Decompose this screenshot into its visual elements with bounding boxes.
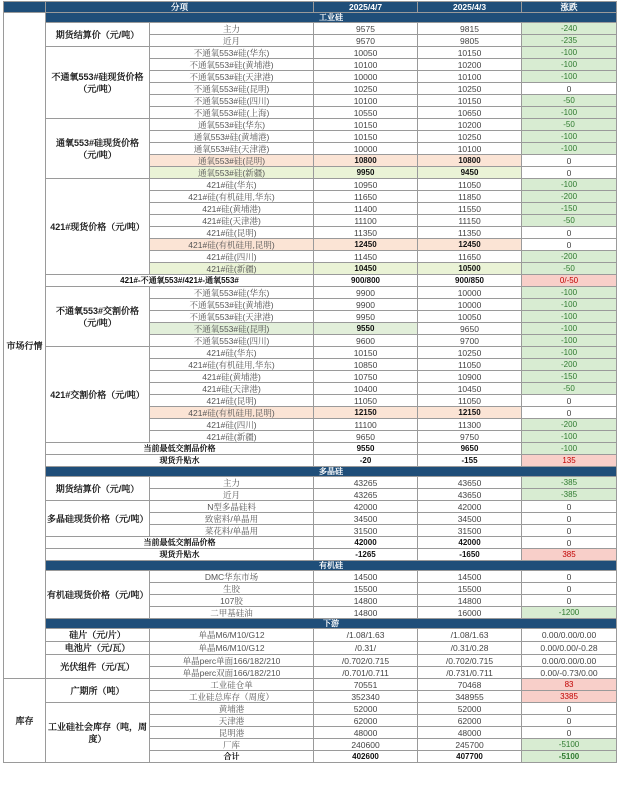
row-label: 菜花料/单晶用 xyxy=(150,525,314,537)
cell: 10550 xyxy=(314,107,418,119)
group-module: 光伏组件（元/瓦） xyxy=(46,655,150,679)
cell: 9700 xyxy=(418,335,522,347)
cell: 31500 xyxy=(418,525,522,537)
cell: 15500 xyxy=(314,583,418,595)
cell: 70468 xyxy=(418,679,522,691)
cell: 12450 xyxy=(314,239,418,251)
row-label: 不通氧553#硅(昆明) xyxy=(150,323,314,335)
row-label: 单晶perc双面166/182/210 xyxy=(150,667,314,679)
cell: 14800 xyxy=(314,607,418,619)
row-label: 421#硅(天津港) xyxy=(150,383,314,395)
section-polysi: 多晶硅 xyxy=(46,467,617,477)
table-row xyxy=(4,47,617,59)
change-cell: -100 xyxy=(522,299,617,311)
row-label: 不通氧553#硅(上海) xyxy=(150,107,314,119)
cell: 34500 xyxy=(314,513,418,525)
cell: 10900 xyxy=(418,371,522,383)
row-label: 421#硅(有机硅用,华东) xyxy=(150,191,314,203)
cell: 11350 xyxy=(418,227,522,239)
row-label: 421#硅(四川) xyxy=(150,419,314,431)
table-row xyxy=(4,275,617,287)
change-cell: 0.00/0.00/0.00 xyxy=(522,655,617,667)
section-industrial-si: 工业硅 xyxy=(46,13,617,23)
cell: 34500 xyxy=(418,513,522,525)
table-row xyxy=(4,629,617,642)
cell: 11300 xyxy=(418,419,522,431)
cell: 11650 xyxy=(418,251,522,263)
cell: 10250 xyxy=(418,347,522,359)
cell: /1.08/1.63 xyxy=(314,629,418,642)
cell: 240600 xyxy=(314,739,418,751)
change-cell: -100 xyxy=(522,71,617,83)
table-row xyxy=(4,23,617,35)
row-label: 421#硅(黄埔港) xyxy=(150,203,314,215)
section-downstream: 下游 xyxy=(46,619,617,629)
change-cell: -200 xyxy=(522,251,617,263)
header-blank xyxy=(4,2,46,13)
header-date-1: 2025/4/7 xyxy=(314,2,418,13)
cell: -1265 xyxy=(314,549,418,561)
cell: 16000 xyxy=(418,607,522,619)
cell: 10100 xyxy=(418,71,522,83)
header-date-2: 2025/4/3 xyxy=(418,2,522,13)
row-label: 厂库 xyxy=(150,739,314,751)
cell: 10050 xyxy=(314,47,418,59)
row-label: 421#硅(有机硅用,华东) xyxy=(150,359,314,371)
cell: 62000 xyxy=(314,715,418,727)
group-social-inventory: 工业硅社会库存（吨，周度） xyxy=(46,703,150,763)
row-label: 单晶M6/M10/G12 xyxy=(150,629,314,642)
table-row xyxy=(4,571,617,583)
change-cell: -100 xyxy=(522,311,617,323)
group-n553-deliv: 不通氧553#交割价格（元/吨） xyxy=(46,287,150,347)
cell: /0.31/ xyxy=(314,642,418,655)
row-label: 天津港 xyxy=(150,715,314,727)
cell: 11150 xyxy=(418,215,522,227)
row-label: DMC华东市场 xyxy=(150,571,314,583)
cell: 10000 xyxy=(314,143,418,155)
row-label: 单晶M6/M10/G12 xyxy=(150,642,314,655)
change-cell: 0.00/0.00/-0.28 xyxy=(522,642,617,655)
row-label: 不通氧553#硅(黄埔港) xyxy=(150,299,314,311)
cell: 10950 xyxy=(314,179,418,191)
table-row xyxy=(4,455,617,467)
change-cell: 0 xyxy=(522,167,617,179)
cell: 10800 xyxy=(314,155,418,167)
cell: 10050 xyxy=(418,311,522,323)
cell: 11650 xyxy=(314,191,418,203)
group-poly-futures: 期货结算价（元/吨） xyxy=(46,477,150,501)
cell: 52000 xyxy=(314,703,418,715)
cell: 11400 xyxy=(314,203,418,215)
group-cell: 电池片（元/瓦） xyxy=(46,642,150,655)
row-label: 主力 xyxy=(150,23,314,35)
row-label: 工业硅总库存（周度） xyxy=(150,691,314,703)
change-cell: -150 xyxy=(522,371,617,383)
change-cell: 0 xyxy=(522,395,617,407)
change-cell: 0 xyxy=(522,583,617,595)
cell: 42000 xyxy=(418,501,522,513)
row-label: 421#硅(有机硅用,昆明) xyxy=(150,239,314,251)
cell: 9550 xyxy=(314,323,418,335)
row-label: 不通氧553#硅(四川) xyxy=(150,95,314,107)
cell: 9550 xyxy=(314,443,418,455)
cell: 10650 xyxy=(418,107,522,119)
cell: 10150 xyxy=(418,95,522,107)
row-label: 421#硅(华东) xyxy=(150,347,314,359)
row-label: 近月 xyxy=(150,35,314,47)
change-cell: 0.00/-0.73/0.00 xyxy=(522,667,617,679)
group-t553: 通氧553#硅现货价格（元/吨） xyxy=(46,119,150,179)
basis-label: 现货升贴水 xyxy=(46,455,314,467)
row-label: 黄埔港 xyxy=(150,703,314,715)
change-cell: -100 xyxy=(522,335,617,347)
cell: 12150 xyxy=(418,407,522,419)
row-label: 不通氧553#硅(天津港) xyxy=(150,71,314,83)
row-label: 通氧553#硅(黄埔港) xyxy=(150,131,314,143)
cell: 12450 xyxy=(418,239,522,251)
cell: 11050 xyxy=(418,359,522,371)
row-label: 107胶 xyxy=(150,595,314,607)
row-label: 421#硅(黄埔港) xyxy=(150,371,314,383)
cell: 11550 xyxy=(418,203,522,215)
change-cell: 0 xyxy=(522,715,617,727)
side-inventory: 库存 xyxy=(4,679,46,763)
row-label: 通氧553#硅(昆明) xyxy=(150,155,314,167)
change-cell: 0.00/0.00/0.00 xyxy=(522,629,617,642)
cell: 352340 xyxy=(314,691,418,703)
cell: 10000 xyxy=(418,287,522,299)
row-label: 不通氧553#硅(昆明) xyxy=(150,83,314,95)
cell: 11850 xyxy=(418,191,522,203)
change-cell: -50 xyxy=(522,119,617,131)
group-wafer: 硅片（元/片） xyxy=(46,629,150,642)
cell: 10150 xyxy=(314,347,418,359)
cell: 48000 xyxy=(314,727,418,739)
change-cell: -200 xyxy=(522,419,617,431)
cell: 10850 xyxy=(314,359,418,371)
change-cell: 0 xyxy=(522,227,617,239)
cell: 9575 xyxy=(314,23,418,35)
cell: 407700 xyxy=(418,751,522,763)
change-cell: 83 xyxy=(522,679,617,691)
change-cell: -200 xyxy=(522,191,617,203)
cell: 10250 xyxy=(314,83,418,95)
change-cell: -50 xyxy=(522,263,617,275)
cell: 9815 xyxy=(418,23,522,35)
table-row xyxy=(4,549,617,561)
cell: 14500 xyxy=(418,571,522,583)
cell: 9650 xyxy=(418,443,522,455)
table-row xyxy=(4,655,617,667)
table-row xyxy=(4,501,617,513)
cell: 10450 xyxy=(314,263,418,275)
cell: 10800 xyxy=(418,155,522,167)
cell: 9950 xyxy=(314,167,418,179)
cell: /0.31/0.28 xyxy=(418,642,522,655)
table-row xyxy=(4,537,617,549)
row-label: 421#硅(天津港) xyxy=(150,215,314,227)
change-cell: -100 xyxy=(522,431,617,443)
spread-label: 421#-不通氧553#/421#-通氧553# xyxy=(46,275,314,287)
cell: 15500 xyxy=(418,583,522,595)
cell: 9450 xyxy=(418,167,522,179)
table-row xyxy=(4,179,617,191)
table-row xyxy=(4,443,617,455)
cell: 402600 xyxy=(314,751,418,763)
cell: /0.701/0.711 xyxy=(314,667,418,679)
change-cell: -100 xyxy=(522,59,617,71)
price-table xyxy=(3,1,617,763)
row-label: 近月 xyxy=(150,489,314,501)
table-row xyxy=(4,703,617,715)
cell: 900/850 xyxy=(418,275,522,287)
cell: -155 xyxy=(418,455,522,467)
cell: 10200 xyxy=(418,119,522,131)
cell: 10100 xyxy=(418,143,522,155)
change-cell: 0 xyxy=(522,513,617,525)
table-header xyxy=(4,2,617,13)
row-label: 工业硅仓单 xyxy=(150,679,314,691)
cell: 10750 xyxy=(314,371,418,383)
change-cell: -100 xyxy=(522,47,617,59)
group-guangzhou: 广期所（吨） xyxy=(46,679,150,703)
change-cell: 385 xyxy=(522,549,617,561)
row-label: 不通氧553#硅(四川) xyxy=(150,335,314,347)
cell: /1.08/1.63 xyxy=(418,629,522,642)
change-cell: 0 xyxy=(522,703,617,715)
cell: 70551 xyxy=(314,679,418,691)
cell: 42000 xyxy=(314,537,418,549)
row-label: 421#硅(有机硅用,昆明) xyxy=(150,407,314,419)
group-futures: 期货结算价（元/吨） xyxy=(46,23,150,47)
cell: /0.731/0.711 xyxy=(418,667,522,679)
cell: /0.702/0.715 xyxy=(418,655,522,667)
cell: 10000 xyxy=(314,71,418,83)
table-row xyxy=(4,119,617,131)
header-category: 分项 xyxy=(46,2,314,13)
cell: -1650 xyxy=(418,549,522,561)
change-cell: -5100 xyxy=(522,751,617,763)
row-label: 合计 xyxy=(150,751,314,763)
cell: 42000 xyxy=(418,537,522,549)
cell: 10200 xyxy=(418,59,522,71)
cell: 14800 xyxy=(418,595,522,607)
cell: 43265 xyxy=(314,489,418,501)
cell: 52000 xyxy=(418,703,522,715)
row-label: 通氧553#硅(天津港) xyxy=(150,143,314,155)
row-label: 421#硅(华东) xyxy=(150,179,314,191)
cell: 9900 xyxy=(314,287,418,299)
change-cell: -200 xyxy=(522,359,617,371)
cell: 11100 xyxy=(314,419,418,431)
cell: 10150 xyxy=(314,119,418,131)
cell: 10400 xyxy=(314,383,418,395)
change-cell: 0 xyxy=(522,83,617,95)
change-cell: -50 xyxy=(522,215,617,227)
cell: 10100 xyxy=(314,59,418,71)
cell: 62000 xyxy=(418,715,522,727)
cell: 245700 xyxy=(418,739,522,751)
change-cell: -235 xyxy=(522,35,617,47)
row-label: 421#硅(新疆) xyxy=(150,263,314,275)
change-cell: -240 xyxy=(522,23,617,35)
change-cell: 0 xyxy=(522,537,617,549)
change-cell: 0 xyxy=(522,155,617,167)
row-label: 421#硅(昆明) xyxy=(150,227,314,239)
row-label: 421#硅(四川) xyxy=(150,251,314,263)
cell: 9750 xyxy=(418,431,522,443)
row-label: 昆明港 xyxy=(150,727,314,739)
change-cell: 0 xyxy=(522,407,617,419)
poly-lowest-label: 当前最低交割品价格 xyxy=(46,537,314,549)
change-cell: 0 xyxy=(522,727,617,739)
change-cell: -100 xyxy=(522,131,617,143)
cell: 11350 xyxy=(314,227,418,239)
change-cell: -50 xyxy=(522,383,617,395)
cell: 43650 xyxy=(418,489,522,501)
cell: 11100 xyxy=(314,215,418,227)
row-label: 不通氧553#硅(华东) xyxy=(150,287,314,299)
cell: 10500 xyxy=(418,263,522,275)
cell: 9570 xyxy=(314,35,418,47)
group-s421: 421#现货价格（元/吨） xyxy=(46,179,150,275)
row-label: 421#硅(新疆) xyxy=(150,431,314,443)
cell: 10250 xyxy=(418,131,522,143)
cell: 43265 xyxy=(314,477,418,489)
change-cell: 0 xyxy=(522,239,617,251)
change-cell: -100 xyxy=(522,323,617,335)
cell: 10100 xyxy=(314,95,418,107)
table-row xyxy=(4,679,617,691)
change-cell: -100 xyxy=(522,287,617,299)
cell: /0.702/0.715 xyxy=(314,655,418,667)
row-label: 通氧553#硅(华东) xyxy=(150,119,314,131)
row-label: 生胶 xyxy=(150,583,314,595)
change-cell: -100 xyxy=(522,443,617,455)
cell: 9900 xyxy=(314,299,418,311)
cell: 11050 xyxy=(314,395,418,407)
header-change: 涨跌 xyxy=(522,2,617,13)
change-cell: -100 xyxy=(522,107,617,119)
group-n553: 不通氧553#硅现货价格（元/吨） xyxy=(46,47,150,119)
row-label: 二甲基硅油 xyxy=(150,607,314,619)
change-cell: 0/-50 xyxy=(522,275,617,287)
cell: 9650 xyxy=(314,431,418,443)
change-cell: -100 xyxy=(522,347,617,359)
row-label: N型多晶硅料 xyxy=(150,501,314,513)
change-cell: 0 xyxy=(522,571,617,583)
cell: 9950 xyxy=(314,311,418,323)
change-cell: -385 xyxy=(522,477,617,489)
change-cell: 0 xyxy=(522,595,617,607)
poly-basis-label: 现货升贴水 xyxy=(46,549,314,561)
row-label: 不通氧553#硅(华东) xyxy=(150,47,314,59)
cell: -20 xyxy=(314,455,418,467)
cell: 48000 xyxy=(418,727,522,739)
cell: 9650 xyxy=(418,323,522,335)
row-label: 致密料/单晶用 xyxy=(150,513,314,525)
cell: 12150 xyxy=(314,407,418,419)
cell: 42000 xyxy=(314,501,418,513)
lowest-deliv-label: 当前最低交割品价格 xyxy=(46,443,314,455)
side-market: 市场行情 xyxy=(4,13,46,679)
change-cell: -100 xyxy=(522,143,617,155)
change-cell: -100 xyxy=(522,179,617,191)
cell: 10250 xyxy=(418,83,522,95)
cell: 900/800 xyxy=(314,275,418,287)
cell: 9600 xyxy=(314,335,418,347)
table-row xyxy=(4,347,617,359)
group-poly-spot: 多晶硅现货价格（元/吨） xyxy=(46,501,150,537)
row-label: 不通氧553#硅(天津港) xyxy=(150,311,314,323)
row-label: 不通氧553#硅(黄埔港) xyxy=(150,59,314,71)
table-row xyxy=(4,477,617,489)
section-organic: 有机硅 xyxy=(46,561,617,571)
table-row xyxy=(4,642,617,655)
cell: 43650 xyxy=(418,477,522,489)
row-label: 单晶perc单面166/182/210 xyxy=(150,655,314,667)
cell: 348955 xyxy=(418,691,522,703)
cell: 14500 xyxy=(314,571,418,583)
row-label: 421#硅(昆明) xyxy=(150,395,314,407)
change-cell: 0 xyxy=(522,525,617,537)
cell: 10000 xyxy=(418,299,522,311)
cell: 9805 xyxy=(418,35,522,47)
cell: 14800 xyxy=(314,595,418,607)
group-s421-deliv: 421#交割价格（元/吨） xyxy=(46,347,150,443)
change-cell: 135 xyxy=(522,455,617,467)
change-cell: -150 xyxy=(522,203,617,215)
change-cell: 3385 xyxy=(522,691,617,703)
change-cell: -1200 xyxy=(522,607,617,619)
cell: 10150 xyxy=(418,47,522,59)
cell: 10150 xyxy=(314,131,418,143)
change-cell: 0 xyxy=(522,501,617,513)
cell: 11450 xyxy=(314,251,418,263)
change-cell: -385 xyxy=(522,489,617,501)
table-row xyxy=(4,287,617,299)
cell: 11050 xyxy=(418,395,522,407)
cell: 11050 xyxy=(418,179,522,191)
cell: 10450 xyxy=(418,383,522,395)
change-cell: -50 xyxy=(522,95,617,107)
cell: 31500 xyxy=(314,525,418,537)
change-cell: -5100 xyxy=(522,739,617,751)
row-label: 主力 xyxy=(150,477,314,489)
row-label: 通氧553#硅(新疆) xyxy=(150,167,314,179)
group-organic-spot: 有机硅现货价格（元/吨） xyxy=(46,571,150,619)
